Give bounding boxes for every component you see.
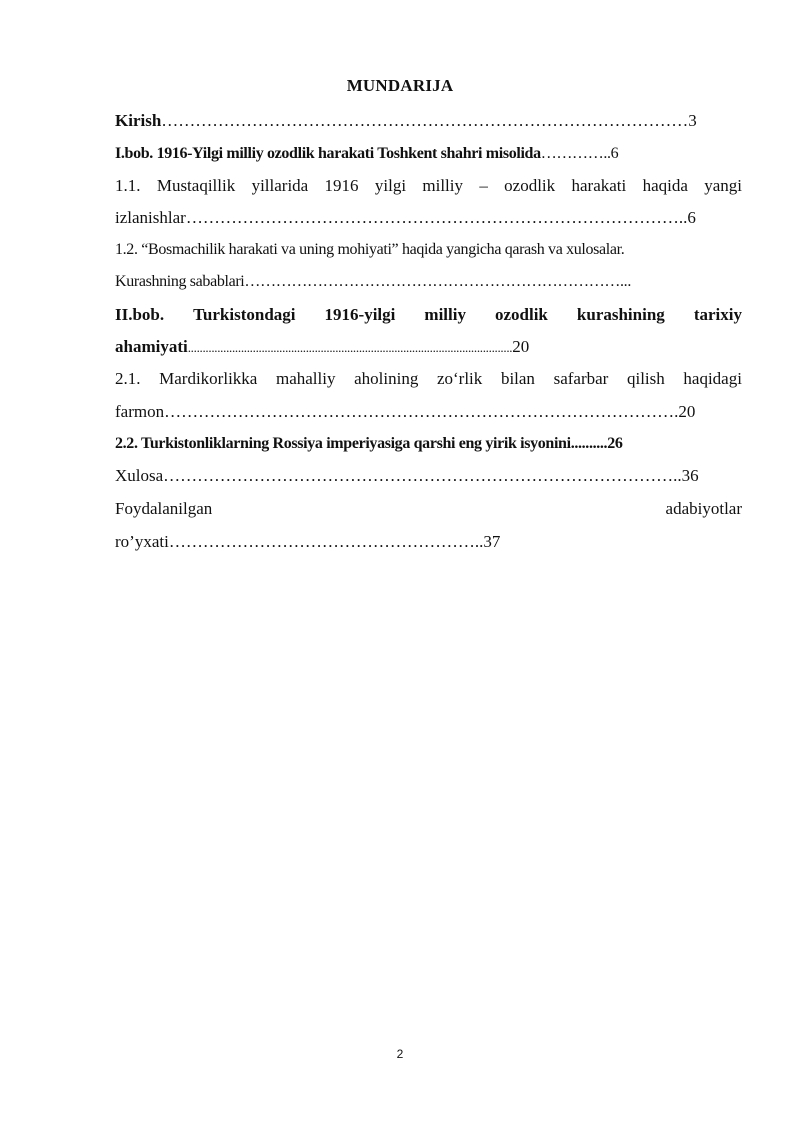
toc-label: farmon <box>115 402 165 421</box>
toc-label: Xulosa <box>115 466 164 485</box>
toc-word: qilish <box>626 369 665 388</box>
toc-dots: ……………………………………………….. <box>168 532 484 551</box>
toc-word: bilan <box>500 369 535 388</box>
toc-entry-kirish[interactable] <box>115 111 742 131</box>
toc-word: ozodlik <box>504 176 556 195</box>
toc-entry-chapter-2-cont[interactable] <box>115 337 742 358</box>
toc-dots: .............................................................................................................. <box>187 340 513 355</box>
toc-entry-xulosa[interactable] <box>115 466 742 486</box>
toc-word: yangi <box>704 176 742 195</box>
toc-word: Mustaqillik <box>156 176 236 195</box>
toc-word: safarbar <box>553 369 609 388</box>
toc-word: ozodlik <box>494 305 548 324</box>
toc-entry-section-2-1-cont[interactable] <box>115 402 742 422</box>
toc-word: 1916-yilgi <box>324 305 396 324</box>
toc-label: ro’yxati <box>115 532 169 551</box>
toc-word: haqida <box>642 176 688 195</box>
toc-word: milliy <box>422 176 463 195</box>
toc-page-number: 20 <box>678 402 696 421</box>
toc-label: 2.2. Turkistonliklarning Rossiya imperiyasiga qarshi eng yirik isyonini..........26 <box>115 435 623 452</box>
toc-word: Turkistondagi <box>193 305 296 324</box>
toc-word: II.bob. <box>115 305 165 324</box>
toc-word: haqidagi <box>683 369 742 388</box>
toc-dots: ………………………………………………………………………………… <box>161 111 689 130</box>
toc-entry-section-1-1-cont[interactable] <box>115 208 742 228</box>
page-title: MUNDARIJA <box>346 76 454 95</box>
toc-entry-chapter-1[interactable] <box>115 144 742 164</box>
toc-word: Mardikorlikka <box>159 369 258 388</box>
toc-word: milliy <box>424 305 466 324</box>
toc-label: ahamiyati <box>115 337 188 356</box>
toc-word: harakati <box>571 176 627 195</box>
toc-label: izlanishlar <box>115 208 186 227</box>
toc-word: 1916 <box>324 176 359 195</box>
toc-word: yillarida <box>251 176 309 195</box>
page-number: 2 <box>396 1047 404 1061</box>
toc-word: yilgi <box>374 176 407 195</box>
toc-entry-section-2-1[interactable] <box>115 369 742 389</box>
toc-page-number: 3 <box>688 111 697 130</box>
toc-dots: ………………………………………………………………………………. <box>164 402 679 421</box>
toc-entry-section-2-2[interactable] <box>115 434 742 454</box>
toc-word: kurashining <box>576 305 665 324</box>
toc-dots: ………………………………………………………………... <box>244 273 631 290</box>
toc-page-number: 20 <box>512 337 530 356</box>
toc-page-number: 36 <box>681 466 699 485</box>
toc-label: I.bob. 1916-Yilgi milliy ozodlik harakati Toshkent shahri misolida <box>115 145 541 162</box>
toc-word: aholining <box>354 369 419 388</box>
toc-entry-section-1-2-cont[interactable] <box>115 272 742 292</box>
toc-label: Kurashning sabablari <box>115 273 245 290</box>
toc-entry-section-1-1[interactable] <box>115 176 742 196</box>
toc-entry-section-1-2[interactable] <box>115 240 742 260</box>
toc-entry-chapter-2[interactable] <box>115 305 742 325</box>
toc-entry-bibliography-cont[interactable] <box>115 532 742 552</box>
toc-word: mahalliy <box>275 369 336 388</box>
toc-page-number: 6 <box>687 208 696 227</box>
toc-dots: ………….. <box>540 145 611 162</box>
toc-label: 1.2. “Bosmachilik harakati va uning mohiyati” haqida yangicha qarash va xulosalar. <box>115 241 625 258</box>
toc-dots: …………………………………………………………………………….. <box>185 208 688 227</box>
toc-word: tarixiy <box>693 305 742 324</box>
toc-entry-bibliography[interactable] <box>115 499 742 519</box>
toc-word: 1.1. <box>115 176 141 195</box>
toc-word: adabiyotlar <box>665 499 742 518</box>
toc-word: – <box>479 176 488 195</box>
toc-word: Foydalanilgan <box>115 499 213 518</box>
toc-word: zo‘rlik <box>436 369 483 388</box>
toc-dots: ……………………………………………………………………………….. <box>163 466 682 485</box>
toc-label: Kirish <box>115 111 162 130</box>
toc-word: 2.1. <box>115 369 141 388</box>
toc-page-number: 6 <box>610 145 619 162</box>
toc-page-number: 37 <box>483 532 501 551</box>
